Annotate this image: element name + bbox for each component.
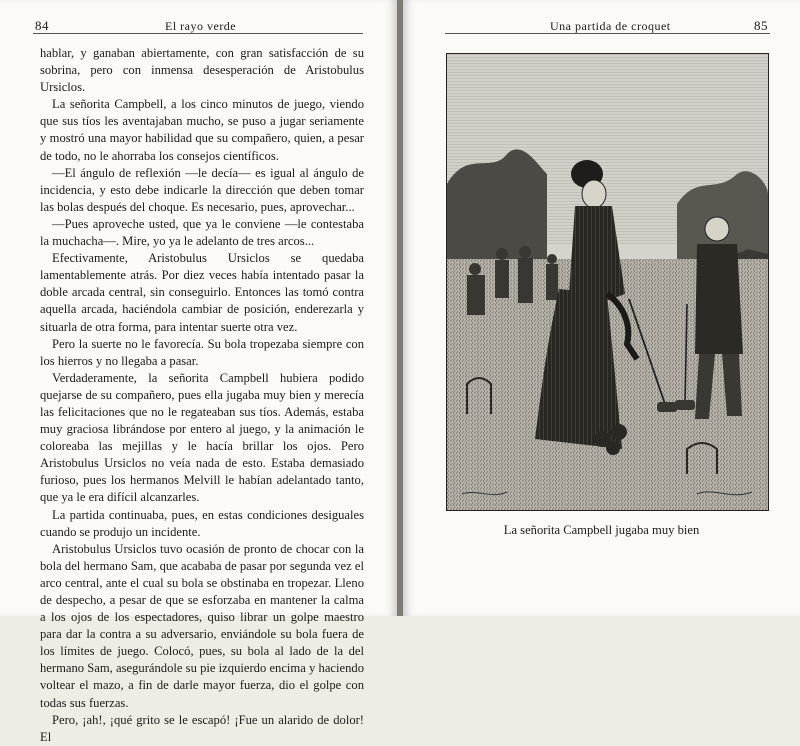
paragraph: La señorita Campbell, a los cinco minutos de juego, viendo que sus tíos les aventajaban mucho, se puso a jugar seriamente y mostró una mayor habilidad que su compañero, quien, a pesar de todo, no le ahorraba los consejos científicos. xyxy=(40,97,364,163)
right-header-rule xyxy=(445,33,770,34)
paragraph: —Pues aproveche usted, que ya le conviene —le contestaba la muchacha—. Mire, yo ya le adelanto de tres arcos... xyxy=(40,216,364,249)
paragraph: —El ángulo de reflexión —le decía— es igual al ángulo de incidencia, y esto debe indicarle la dirección que deben tomar las bolas después del choque. Es necesario, pues, aprovechar... xyxy=(40,165,364,214)
paragraph: hablar, y ganaban abiertamente, con gran satisfacción de su sobrina, pero con inmensa desesperación de Aristobulus Ursiclos. xyxy=(40,46,364,95)
right-page xyxy=(403,0,800,616)
left-page-number: 84 xyxy=(35,18,49,33)
left-page-body xyxy=(40,45,364,746)
right-running-head: Una partida de croquet xyxy=(550,19,671,33)
paragraph: La partida continuaba, pues, en estas condiciones desiguales cuando se produjo un incidente. xyxy=(40,507,364,539)
left-page xyxy=(0,0,397,744)
left-header-rule xyxy=(33,33,363,34)
right-page-number: 85 xyxy=(754,18,768,33)
croquet-illustration xyxy=(446,53,769,511)
paragraph: Efectivamente, Aristobulus Ursiclos se quedaba lamentablemente atrás. Por diez veces había intentado pasar la doble arcada central, sin conseguirlo. Entonces las tomó contra aquella arcada, haciéndola cambiar de posición, enderezarla y situarla de otra forma, para intentar suerte otra vez. xyxy=(40,251,364,334)
paragraph: Aristobulus Ursiclos tuvo ocasión de pronto de chocar con la bola del hermano Sam, que acababa de pasar por segunda vez el arco central, ante el cual su bola se obstinaba en tropezar. Lleno de despecho, a pesar de que se esforzaba en mantener la calma a los ojos de los espectadores, quiso librar un golpe maestro para dar la contra a su adversario, enviándole su bola fuera de los límites de juego. Colocó, pues, su bola al lado de la del hermano Sam, asegurándole su pie izquierdo encima y haciendo voltear el mazo, a fin de darle mayor fuerza, dio el golpe con todas sus fuerzas. xyxy=(40,541,364,710)
left-running-head: El rayo verde xyxy=(165,19,237,33)
paragraph: Pero la suerte no le favorecía. Su bola tropezaba siempre con los hierros y no llegaba a pasar. xyxy=(40,336,364,368)
paragraph: Pero, ¡ah!, ¡qué grito se le escapó! ¡Fue un alarido de dolor! El xyxy=(40,712,364,744)
paragraph: Verdaderamente, la señorita Campbell hubiera podido quejarse de su compañero, pues ella jugaba muy bien y merecía las felicitaciones que no le regateaban sus tíos. Además, estaba muy graciosa librándose por entero al juego, y la animación le coloreaba las mejillas y le hacía brillar los ojos. Pero Aristobulus Ursiclos no veía nada de esto. Estaba demasiado furioso, pues los hermanos Melvill le habían adelantado tanto, que ya le era difícil alcanzarles. xyxy=(40,370,364,505)
croquet-engraving-icon xyxy=(447,54,768,510)
illustration-caption: La señorita Campbell jugaba muy bien xyxy=(503,523,700,537)
